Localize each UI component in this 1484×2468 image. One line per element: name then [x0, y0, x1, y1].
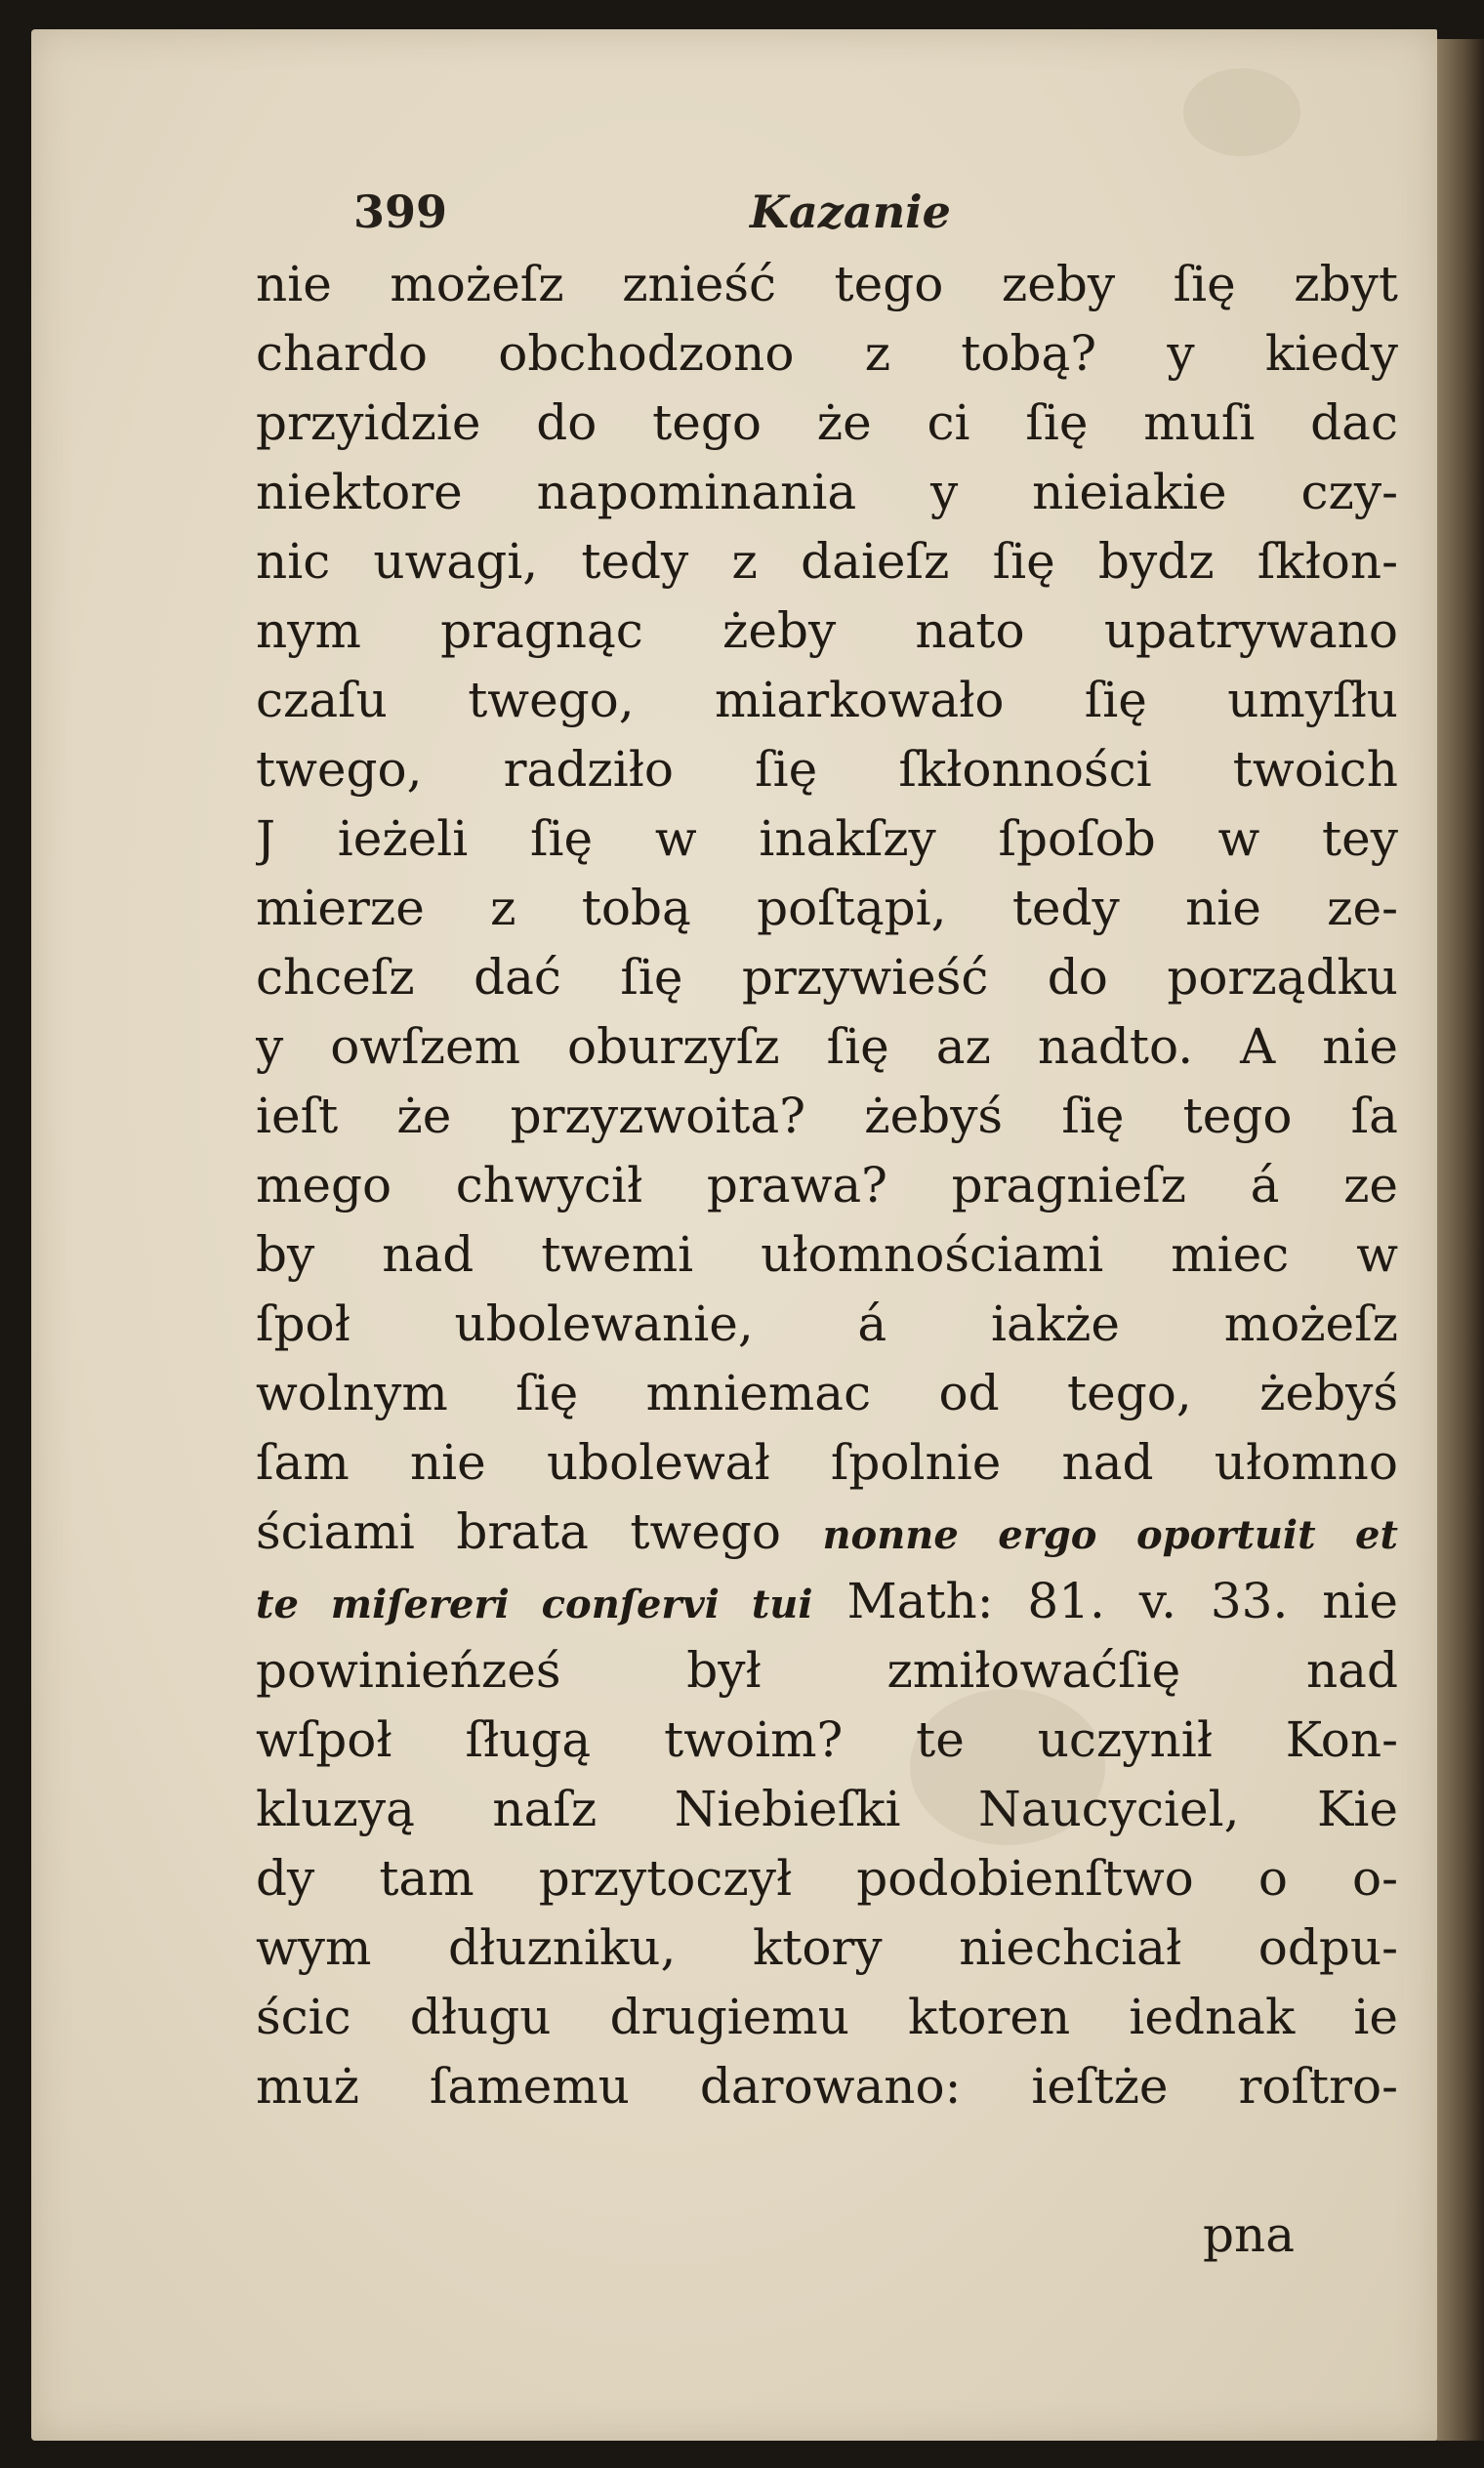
text-line: by nad twemi ułomnościami miec w [256, 1226, 1398, 1283]
text-line: ieſt że przyzwoita? żebyś ſię tego ſa [256, 1088, 1398, 1144]
text-line: ścic długu drugiemu ktoren iednak ie [256, 1989, 1398, 2045]
text-line: te miſereri conſervi tui Math: 81. v. 33. nie [256, 1573, 1398, 1629]
adjacent-page-edge [1437, 39, 1484, 2441]
text-line: muż ſamemu darowano: ieſtże roſtro- [256, 2058, 1398, 2115]
text-line: y owſzem oburzyſz ſię az nadto. A nie [256, 1018, 1398, 1075]
text-line: przyidzie do tego że ci ſię muſi dac [256, 394, 1398, 451]
text-line: dy tam przytoczył podobienſtwo o o- [256, 1850, 1398, 1907]
text-line: niektore napominania y nieiakie czy- [256, 464, 1398, 520]
latin-quotation: nonne ergo oportuit et [822, 1512, 1398, 1558]
paper-stain [1183, 68, 1300, 156]
text-line: mego chwycił prawa? pragnieſz á ze [256, 1157, 1398, 1213]
book-page [31, 29, 1437, 2441]
text-line: mierze z tobą poſtąpi, tedy nie ze- [256, 880, 1398, 936]
catchword: pna [1203, 2206, 1296, 2263]
running-head: Kazanie [750, 185, 951, 238]
text-line: twego, radziło ſię ſkłonności twoich [256, 741, 1398, 798]
text-line: wym dłuzniku, ktory niechciał odpu- [256, 1919, 1398, 1976]
page-number: 399 [353, 185, 448, 238]
latin-quotation: te miſereri conſervi tui [256, 1582, 813, 1627]
text-line: wolnym ſię mniemac od tego, żebyś [256, 1365, 1398, 1421]
text-line: powinieńześ był zmiłowaćſię nad [256, 1642, 1398, 1699]
text-line: ściami brata twego nonne ergo oportuit et [256, 1503, 1398, 1560]
text-line: czaſu twego, miarkowało ſię umyſłu [256, 672, 1398, 728]
body-text [256, 250, 1398, 2121]
text-line: nym pragnąc żeby nato upatrywano [256, 602, 1398, 659]
page-header [31, 185, 1437, 244]
text-line: chceſz dać ſię przywieść do porządku [256, 949, 1398, 1006]
text-line: kluzyą naſz Niebieſki Naucyciel, Kie [256, 1781, 1398, 1837]
text-line: nic uwagi, tedy z daieſz ſię bydz ſkłon- [256, 533, 1398, 590]
text-line: nie możeſz znieść tego zeby ſię zbyt [256, 256, 1398, 312]
text-line: ſam nie ubolewał ſpolnie nad ułomno [256, 1434, 1398, 1491]
text-line: J ieżeli ſię w inakſzy ſpoſob w tey [256, 810, 1398, 867]
text-line: wſpoł ſługą twoim? te uczynił Kon- [256, 1711, 1398, 1768]
text-line: chardo obchodzono z tobą? y kiedy [256, 325, 1398, 382]
text-line: ſpoł ubolewanie, á iakże możeſz [256, 1296, 1398, 1352]
